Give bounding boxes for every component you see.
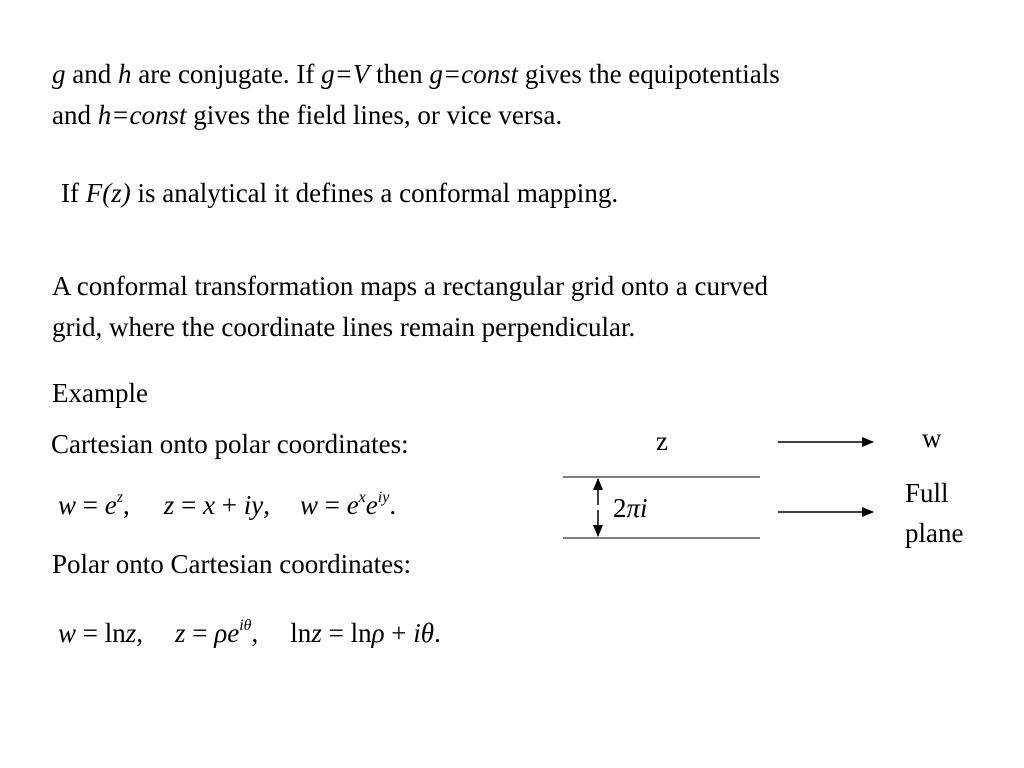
equation-log-map — [58, 617, 441, 648]
diagram-w-label: w — [922, 423, 942, 453]
text-conjugate: are conjugate. If — [131, 59, 322, 89]
full-plane-line2: plane — [905, 518, 964, 548]
eq1-equals-3: = — [317, 490, 347, 520]
eq2-ln3: ln — [350, 618, 372, 648]
eq2-ln2: ln — [290, 618, 312, 648]
diagram-z-label: z — [656, 426, 668, 456]
eq1-period: . — [389, 490, 397, 520]
eq1-sup-z: z — [116, 489, 123, 506]
example-label: Example — [52, 378, 148, 408]
cartesian-heading: Cartesian onto polar coordinates: — [51, 429, 409, 459]
eq1-e2: e — [346, 490, 359, 520]
expr-g-eq-const: g=const — [429, 59, 519, 89]
para2 — [61, 177, 618, 209]
eq1-plus: + — [214, 490, 244, 520]
var-g: g — [52, 59, 66, 89]
text-and: and — [65, 59, 118, 89]
eq2-z3: z — [311, 618, 322, 648]
eq2-equals: = — [76, 618, 105, 648]
eq2-rho2: ρ — [371, 618, 385, 648]
eq2-z2: z — [175, 618, 186, 648]
eq2-itheta: iθ — [413, 618, 435, 648]
para3-line2: grid, where the coordinate lines remain perpendicular. — [52, 312, 636, 342]
equation-exponential-map — [58, 489, 397, 520]
eq2-period: . — [434, 618, 441, 648]
pi-symbol: π — [626, 493, 641, 523]
eq1-x: x — [202, 490, 215, 520]
text-field-lines: gives the field lines, or vice versa. — [186, 100, 563, 130]
full-plane-line1: Full — [905, 478, 949, 508]
eq2-equals-2: = — [185, 618, 215, 648]
polar-heading: Polar onto Cartesian coordinates: — [52, 549, 412, 579]
text-gives-equipotentials: gives the equipotentials — [518, 59, 780, 89]
text-and-2: and — [52, 100, 98, 130]
text-then: then — [369, 59, 430, 89]
para1-line2 — [52, 99, 562, 131]
expr-g-eq-v: g=V — [321, 59, 370, 89]
eq1-sup-x: x — [358, 489, 366, 506]
eq2-equals-3: = — [321, 618, 351, 648]
strip-width-label — [613, 495, 648, 522]
eq1-iy: iy — [243, 490, 264, 520]
expr-fz: F(z) — [85, 178, 131, 208]
eq2-plus: + — [384, 618, 414, 648]
expr-h-eq-const: h=const — [97, 100, 187, 130]
eq2-w: w — [58, 618, 77, 648]
eq1-sup-iy: iy — [377, 489, 390, 506]
para3-line1: A conformal transformation maps a rectangular grid onto a curved — [52, 271, 769, 301]
eq2-z: z — [125, 618, 137, 648]
eq1-comma-2: , — [263, 490, 270, 520]
eq1-e: e — [104, 490, 117, 520]
var-h: h — [117, 59, 132, 89]
eq2-e: e — [227, 618, 240, 648]
text-conformal-mapping: is analytical it defines a conformal mapping. — [130, 178, 619, 208]
eq2-rho: ρ — [214, 618, 228, 648]
eq1-w: w — [58, 490, 77, 520]
eq1-z: z — [163, 490, 175, 520]
eq2-comma-2: , — [251, 618, 259, 648]
text-if: If — [61, 178, 86, 208]
eq2-comma: , — [136, 618, 144, 648]
eq1-e3: e — [365, 490, 378, 520]
two-digit: 2 — [613, 493, 627, 523]
eq2-sup-itheta: iθ — [239, 617, 252, 634]
eq2-ln: ln — [104, 618, 126, 648]
eq1-comma: , — [122, 490, 130, 520]
eq1-equals: = — [76, 490, 105, 520]
eq1-w2: w — [299, 490, 318, 520]
para1-line1 — [52, 58, 780, 90]
imaginary-i: i — [640, 493, 648, 523]
eq1-equals-2: = — [174, 490, 203, 520]
